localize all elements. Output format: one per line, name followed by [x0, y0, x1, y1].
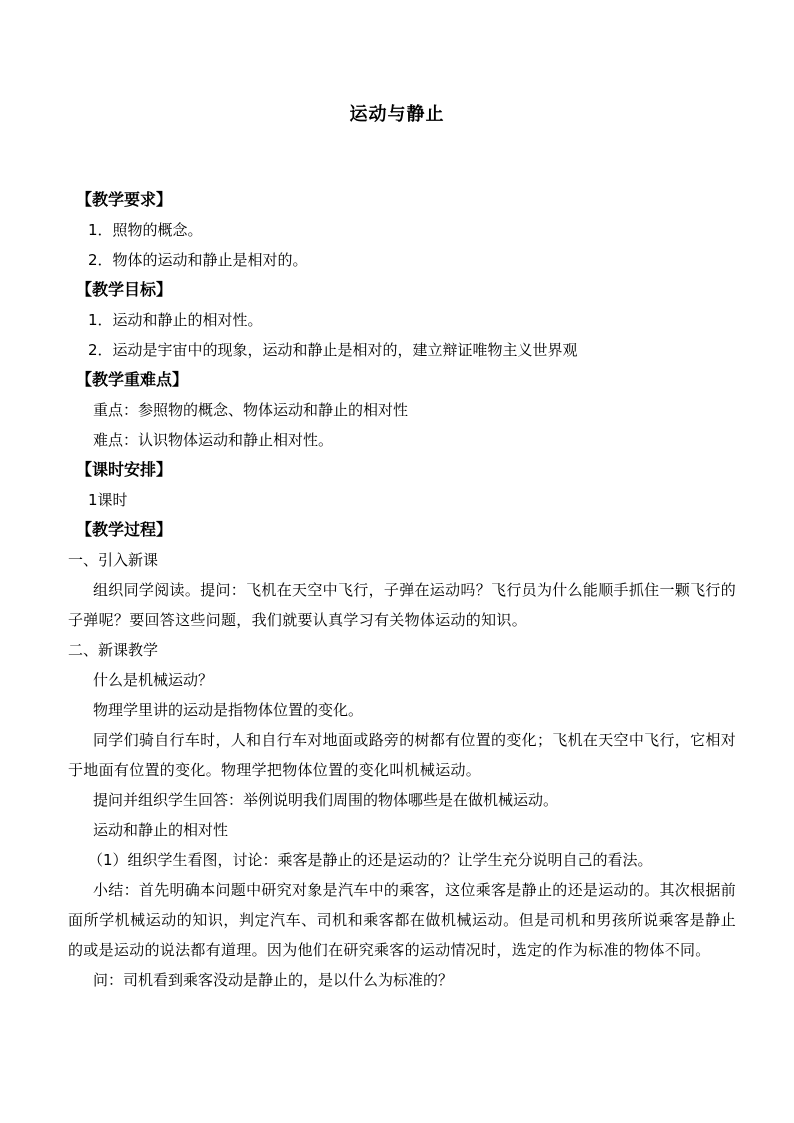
section-heading-key-points: 【教学重难点】 — [76, 370, 189, 389]
paragraph-question-driver: 问：司机看到乘客没动是静止的，是以什么为标准的？ — [93, 971, 454, 989]
definition-motion: 物理学里讲的运动是指物体位置的变化。 — [93, 701, 364, 719]
objective-item-2: 2．运动是宇宙中的现象，运动和静止是相对的，建立辩证唯物主义世界观 — [88, 341, 578, 359]
discussion-item-1: （1）组织学生看图，讨论：乘客是静止的还是运动的？让学生充分说明自己的看法。 — [88, 851, 653, 869]
document-body — [68, 185, 736, 995]
key-point-item-2: 难点：认识物体运动和静止相对性。 — [93, 431, 334, 449]
section-heading-objectives: 【教学目标】 — [76, 280, 173, 299]
paragraph-summary: 小结：首先明确本问题中研究对象是汽车中的乘客，这位乘客是静止的还是运动的。其次根据前面所学机械运动的知识，判定汽车、司机和乘客都在做机械运动。但是司机和男孩所说乘客是静止的或是运动的说法都有道理。因为他们在研究乘客的运动情况时，选定的作为标准的物体不同。 — [68, 881, 736, 959]
process-part1-heading: 一、引入新课 — [68, 551, 159, 569]
paragraph-bicycle-example: 同学们骑自行车时，人和自行车对地面或路旁的树都有位置的变化；飞机在天空中飞行，它相对于地面有位置的变化。物理学把物体位置的变化叫机械运动。 — [68, 731, 736, 779]
paragraph-ask-students: 提问并组织学生回答：举例说明我们周围的物体哪些是在做机械运动。 — [93, 791, 559, 809]
subheading-relativity: 运动和静止的相对性 — [93, 821, 229, 839]
section-heading-schedule: 【课时安排】 — [76, 460, 173, 479]
key-point-item-1: 重点：参照物的概念、物体运动和静止的相对性 — [93, 401, 409, 419]
process-part2-heading: 二、新课教学 — [68, 641, 159, 659]
requirement-item-1: 1．照物的概念。 — [88, 221, 203, 239]
process-part1-paragraph: 组织同学阅读。提问：飞机在天空中飞行，子弹在运动吗？飞行员为什么能顺手抓住一颗飞行的子弹呢？要回答这些问题，我们就要认真学习有关物体运动的知识。 — [68, 581, 736, 629]
question-mechanical-motion: 什么是机械运动？ — [93, 671, 214, 689]
schedule-item-1: 1课时 — [88, 491, 128, 509]
document-title: 运动与静止 — [349, 104, 445, 125]
section-heading-requirements: 【教学要求】 — [76, 190, 173, 209]
requirement-item-2: 2．物体的运动和静止是相对的。 — [88, 251, 308, 269]
objective-item-1: 1．运动和静止的相对性。 — [88, 311, 263, 329]
section-heading-process: 【教学过程】 — [76, 520, 173, 539]
